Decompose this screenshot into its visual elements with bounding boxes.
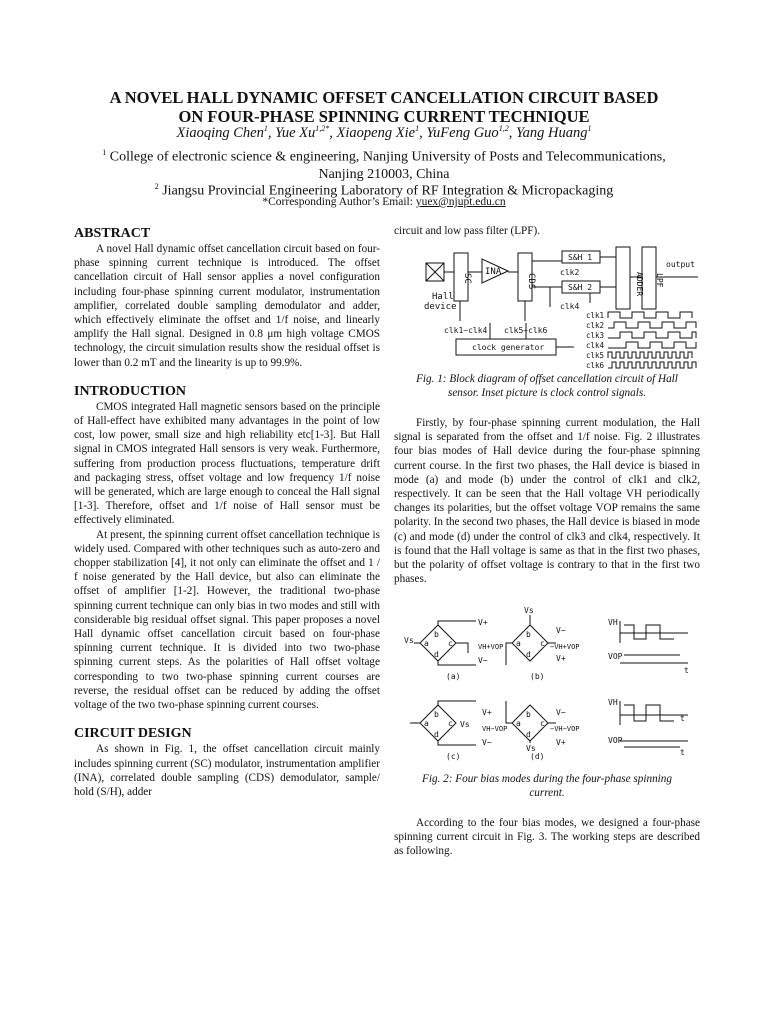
clk1-4-label: clk1~clk4 [444, 326, 488, 335]
affiliation-2: $^2$ Jiangsu Provincial Engineering Laboratory of RF Integration & Micropackaging [154, 182, 614, 199]
design-paragraph-1: As shown in Fig. 1, the offset cancellation circuit mainly includes spinning current (SC) modulator, instrumentation amplifier (INA), correlated double sampling (CDS) demodulator, sample/ hold (S/H), adder [74, 743, 380, 798]
title-line-1: A NOVEL HALL DYNAMIC OFFSET CANCELLATION CIRCUIT BASED [109, 88, 659, 107]
svg-text:VH: VH [608, 698, 618, 707]
svg-text:V−: V− [556, 708, 566, 717]
svg-text:c: c [540, 639, 545, 648]
svg-text:VOP: VOP [608, 736, 623, 745]
vop-waveform-top [620, 655, 688, 663]
svg-text:V+: V+ [556, 738, 566, 747]
cds-label: CDS [526, 273, 536, 290]
svg-text:−VH−VOP: −VH−VOP [550, 725, 580, 733]
vh-waveform-top [620, 621, 688, 643]
ina-label: INA [485, 267, 502, 277]
corresponding-author: *Corresponding Author’s Email: yuex@njupt.edu.cn [262, 196, 506, 208]
right-paragraph-2: According to the four bias modes, we designed a four-phase spinning current circuit in Fig. 3. The working steps are described as following. [394, 817, 700, 858]
affiliation-1: $^1$ College of electronic science & engineering, Nanjing University of Posts and Telecommunications, Nanjing 210003, China [102, 148, 666, 182]
timing-label-clk2: clk2 [586, 321, 605, 330]
clock-timing-inset [586, 311, 696, 370]
figure-2-bias-modes [398, 603, 698, 773]
svg-text:VH: VH [608, 618, 618, 627]
svg-text:V−: V− [482, 738, 492, 747]
svg-text:V+: V+ [556, 654, 566, 663]
sc-label: SC [462, 273, 472, 284]
timing-label-clk6: clk6 [586, 361, 605, 370]
svg-text:Vs: Vs [404, 636, 414, 645]
timing-wave-clk4 [608, 342, 696, 348]
svg-text:VH+VOP: VH+VOP [478, 643, 504, 651]
figure-2-caption: Fig. 2: Four bias modes during the four-phase spinning current. [422, 773, 672, 799]
figure-1-block-diagram [394, 241, 700, 371]
svg-text:Vs: Vs [526, 744, 536, 753]
svg-text:b: b [434, 710, 439, 719]
right-paragraph-1: Firstly, by four-phase spinning current modulation, the Hall signal is separated from the offset and 1/f noise. Fig. 2 illustrates four bias modes of Hall device during the four-phase spinning current course. In the first two phases, the Hall device is biased in mode (a) and mode (b) under the control of clk1 and clk2, respectively. It can be seen that the Hall voltage VH periodically changes its polarities, but the offset voltage VOP remains the same polarity. In the second two phases, the Hall device is biased in mode (c) and mode (d) under the control of clk3 and clk4, respectively. It is found that the Hall voltage is same as that in the first two phases, but the polarity of offset voltage is contrary to that in the first two phases. [394, 417, 700, 586]
svg-text:c: c [448, 719, 453, 728]
timing-wave-clk2 [608, 322, 696, 328]
svg-text:c: c [540, 719, 545, 728]
abstract-heading: ABSTRACT [74, 226, 151, 241]
svg-text:a: a [516, 639, 521, 648]
abstract-text: A novel Hall dynamic offset cancellation circuit based on four-phase spinning current technique is introduced. The offset cancellation circuit of Hall sensor applies a novel configuration including four-phase spinning current modulator, instrumentation amplifier, correlated double sampling demodulator and adder, which effectively eliminate the offset and 1/f noise, and linearly amplify the Hall signal. Designed in 0.8 μm high voltage CMOS technology, the circuit simulation results show the residual offset is lower than 0.2 mT and the linearity is up to 99.9%. [74, 243, 380, 369]
author: Xiaopeng Xie [336, 124, 416, 141]
author: Yue Xu [275, 124, 316, 141]
clock-generator-label: clock generator [472, 343, 545, 352]
svg-text:V−: V− [478, 656, 488, 665]
svg-text:V+: V+ [478, 618, 488, 627]
author-list: Xiaoqing Chen$^1$, Yue $Xu^{1,2*}$, Xiaopeng Xie$^1$, YuFeng Guo$^{1,2}$, Yang Huang$^1$ [176, 124, 592, 141]
output-label: output [666, 260, 695, 269]
svg-text:t: t [684, 666, 689, 675]
svg-text:a: a [424, 639, 429, 648]
mode-c-label: (c) [446, 752, 461, 761]
timing-label-clk5: clk5 [586, 351, 605, 360]
timing-label-clk3: clk3 [586, 331, 605, 340]
email-link[interactable]: yuex@njupt.edu.cn [415, 196, 506, 208]
left-column [74, 226, 380, 799]
svg-text:d: d [434, 730, 439, 739]
svg-text:d: d [526, 730, 531, 739]
sh1-label: S&H 1 [568, 253, 593, 262]
adder-label: ADDER [635, 272, 644, 297]
right-column-bottom [394, 816, 700, 859]
svg-text:V−: V− [556, 626, 566, 635]
paper-title [40, 88, 728, 126]
timing-wave-clk5 [608, 352, 692, 358]
svg-text:a: a [516, 719, 521, 728]
timing-wave-clk3 [608, 332, 696, 338]
right-column-top [394, 224, 700, 238]
hall-label-2: device [424, 302, 457, 312]
clk2-label: clk2 [560, 268, 580, 277]
design-heading: CIRCUIT DESIGN [74, 726, 192, 742]
mode-d-label: (d) [530, 752, 545, 761]
svg-text:a: a [424, 719, 429, 728]
timing-label-clk1: clk1 [586, 311, 605, 320]
author: Xiaoqing Chen [176, 124, 264, 141]
right-column-mid [394, 416, 700, 586]
intro-paragraph-2: At present, the spinning current offset cancellation technique is widely used. Compared with other techniques such as auto-zero and chopper stabilization [4], it not only can eliminate the offset and 1 / f noise generated by the Hall device, but also can eliminate the offset of amplifier [1-2]. However, the traditional two-phase spinning current technique can only bias in two modes and still with considerable big residual offset signal. This paper proposes a novel Hall dynamic offset cancellation circuit based on four-phase spinning current technique. It is divided into two two-phase spinning current steps. As the polarities of Hall offset voltage corresponding to two two-phase spinning current courses are reverse, the residual offset can be reduced by adding the offset voltage of the two two-phase spinning current courses. [74, 528, 380, 712]
svg-text:b: b [434, 630, 439, 639]
svg-text:VH−VOP: VH−VOP [482, 725, 508, 733]
svg-text:VOP: VOP [608, 652, 623, 661]
svg-text:d: d [434, 650, 439, 659]
mode-b-label: (b) [530, 672, 545, 681]
sh2-label: S&H 2 [568, 283, 593, 292]
svg-text:−VH+VOP: −VH+VOP [550, 643, 580, 651]
author: YuFeng Guo [426, 124, 499, 141]
intro-paragraph-1: CMOS integrated Hall magnetic sensors based on the principle of Hall-effect have exhibited many advantages in the point of low cost, low power, small size and high reliability etc[1-3]. But Hall signal in CMOS integrated Hall sensors is very weak. Furthermore, suffering from production process fluctuations, temperature drift and packaging stress, offset voltage and low frequency 1/f noise will be generated, which are large enough to conceal the Hall signal [1-3]. Therefore, offset and 1/f noise of Hall sensor must be effectively eliminated. [74, 400, 380, 527]
timing-wave-clk6 [608, 362, 696, 368]
timing-wave-clk1 [608, 312, 692, 318]
svg-text:Vs: Vs [460, 720, 470, 729]
clk4-label: clk4 [560, 302, 580, 311]
svg-text:t: t [680, 748, 685, 757]
right-paragraph-0: circuit and low pass filter (LPF). [394, 225, 541, 237]
svg-text:c: c [448, 639, 453, 648]
timing-label-clk4: clk4 [586, 341, 605, 350]
svg-text:V+: V+ [482, 708, 492, 717]
author: Yang Huang [515, 124, 588, 141]
adder-block [616, 247, 630, 309]
intro-heading: INTRODUCTION [74, 383, 187, 399]
svg-text:b: b [526, 710, 531, 719]
svg-text:b: b [526, 630, 531, 639]
title-line-2: ON FOUR-PHASE SPINNING CURRENT TECHNIQUE [178, 107, 590, 126]
vop-waveform-bottom [620, 741, 688, 747]
hall-label-1: Hall [432, 292, 454, 302]
lpf-label: LPF [655, 273, 664, 288]
clk5-6-label: clk5~clk6 [504, 326, 548, 335]
svg-text:t: t [680, 714, 685, 723]
figure-1-caption: Fig. 1: Block diagram of offset cancellation circuit of Hall sensor. Inset picture is clock control signals. [416, 373, 678, 399]
mode-a-label: (a) [446, 672, 461, 681]
svg-text:d: d [526, 650, 531, 659]
vh-waveform-bottom [620, 701, 688, 725]
svg-text:Vs: Vs [524, 606, 534, 615]
